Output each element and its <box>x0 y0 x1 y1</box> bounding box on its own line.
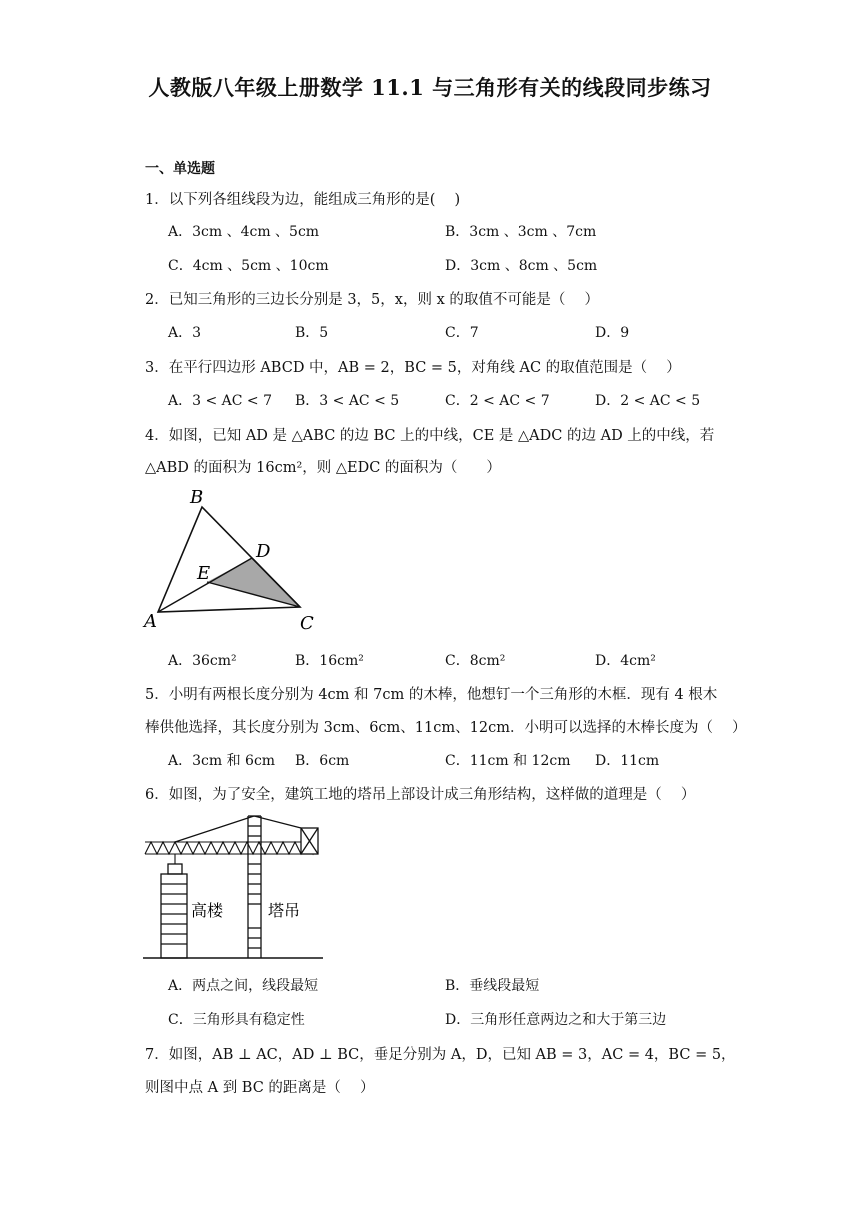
q1-option-c: C．4cm 、5cm 、10cm <box>168 258 329 274</box>
label-building: 高楼 <box>191 901 224 920</box>
q5-option-c: C．11cm 和 12cm <box>445 753 571 769</box>
label-crane: 塔吊 <box>268 901 301 920</box>
q4-option-b: B．16cm² <box>295 653 364 669</box>
q5-option-b: B．6cm <box>295 753 350 769</box>
q5-option-a: A．3cm 和 6cm <box>168 753 276 769</box>
label-b: B <box>190 487 204 508</box>
page-title: 人教版八年级上册数学 11.1 与三角形有关的线段同步练习 <box>148 75 712 100</box>
counterweight <box>301 828 318 854</box>
question-4-stem-line2: △ABD 的面积为 16cm²，则 △EDC 的面积为（ ） <box>145 460 501 476</box>
shaded-triangle-edc <box>207 558 300 607</box>
label-c: C <box>300 613 314 634</box>
crane-triangle-cables <box>175 816 301 842</box>
label-e: E <box>197 563 211 584</box>
q2-option-c: C．7 <box>445 325 479 341</box>
q1-option-b: B．3cm 、3cm 、7cm <box>445 224 597 240</box>
question-7-stem-line1: 7．如图，AB ⊥ AC，AD ⊥ BC，垂足分别为 A，D，已知 AB = 3，AC = 4，BC = 5， <box>145 1047 736 1063</box>
triangle-figure <box>140 485 330 635</box>
q5-option-d: D．11cm <box>595 753 660 769</box>
q3-option-b: B．3 < AC < 5 <box>295 393 400 409</box>
question-6-stem: 6．如图，为了安全，建筑工地的塔吊上部设计成三角形结构，这样做的道理是（ ） <box>145 787 696 803</box>
question-3-stem: 3．在平行四边形 ABCD 中，AB = 2，BC = 5，对角线 AC 的取值范围是（ ） <box>145 360 681 376</box>
q6-option-b: B．垂线段最短 <box>445 978 540 994</box>
crane-tower <box>248 816 261 958</box>
q3-option-c: C．2 < AC < 7 <box>445 393 550 409</box>
q2-option-d: D．9 <box>595 325 630 341</box>
q1-option-a: A．3cm 、4cm 、5cm <box>168 224 320 240</box>
q3-option-d: D．2 < AC < 5 <box>595 393 701 409</box>
question-5-stem-line1: 5．小明有两根长度分别为 4cm 和 7cm 的木棒，他想钉一个三角形的木框．现有 4 根木 <box>145 687 718 703</box>
question-1-stem: 1．以下列各组线段为边，能组成三角形的是( ) <box>145 192 461 208</box>
label-d: D <box>256 541 271 562</box>
q4-option-c: C．8cm² <box>445 653 506 669</box>
q3-option-a: A．3 < AC < 7 <box>168 393 273 409</box>
q1-option-d: D．3cm 、8cm 、5cm <box>445 258 598 274</box>
q4-option-d: D．4cm² <box>595 653 656 669</box>
tall-building <box>161 864 187 958</box>
crane-figure <box>143 812 328 964</box>
q6-option-c: C．三角形具有稳定性 <box>168 1012 305 1028</box>
q4-option-a: A．36cm² <box>168 653 237 669</box>
q2-option-a: A．3 <box>168 325 202 341</box>
label-a: A <box>144 611 157 632</box>
crane-jib <box>145 842 318 854</box>
q2-option-b: B．5 <box>295 325 329 341</box>
q6-option-d: D．三角形任意两边之和大于第三边 <box>445 1012 667 1028</box>
question-2-stem: 2．已知三角形的三边长分别是 3，5，x，则 x 的取值不可能是（ ） <box>145 292 599 308</box>
question-7-stem-line2: 则图中点 A 到 BC 的距离是（ ） <box>145 1080 375 1096</box>
q6-option-a: A．两点之间，线段最短 <box>168 978 319 994</box>
question-4-stem-line1: 4．如图，已知 AD 是 △ABC 的边 BC 上的中线，CE 是 △ADC 的边 AD 上的中线，若 <box>145 428 715 444</box>
section-heading: 一、单选题 <box>145 161 215 177</box>
question-5-stem-line2: 棒供他选择，其长度分别为 3cm、6cm、11cm、12cm．小明可以选择的木棒长度为（ ） <box>145 720 747 736</box>
